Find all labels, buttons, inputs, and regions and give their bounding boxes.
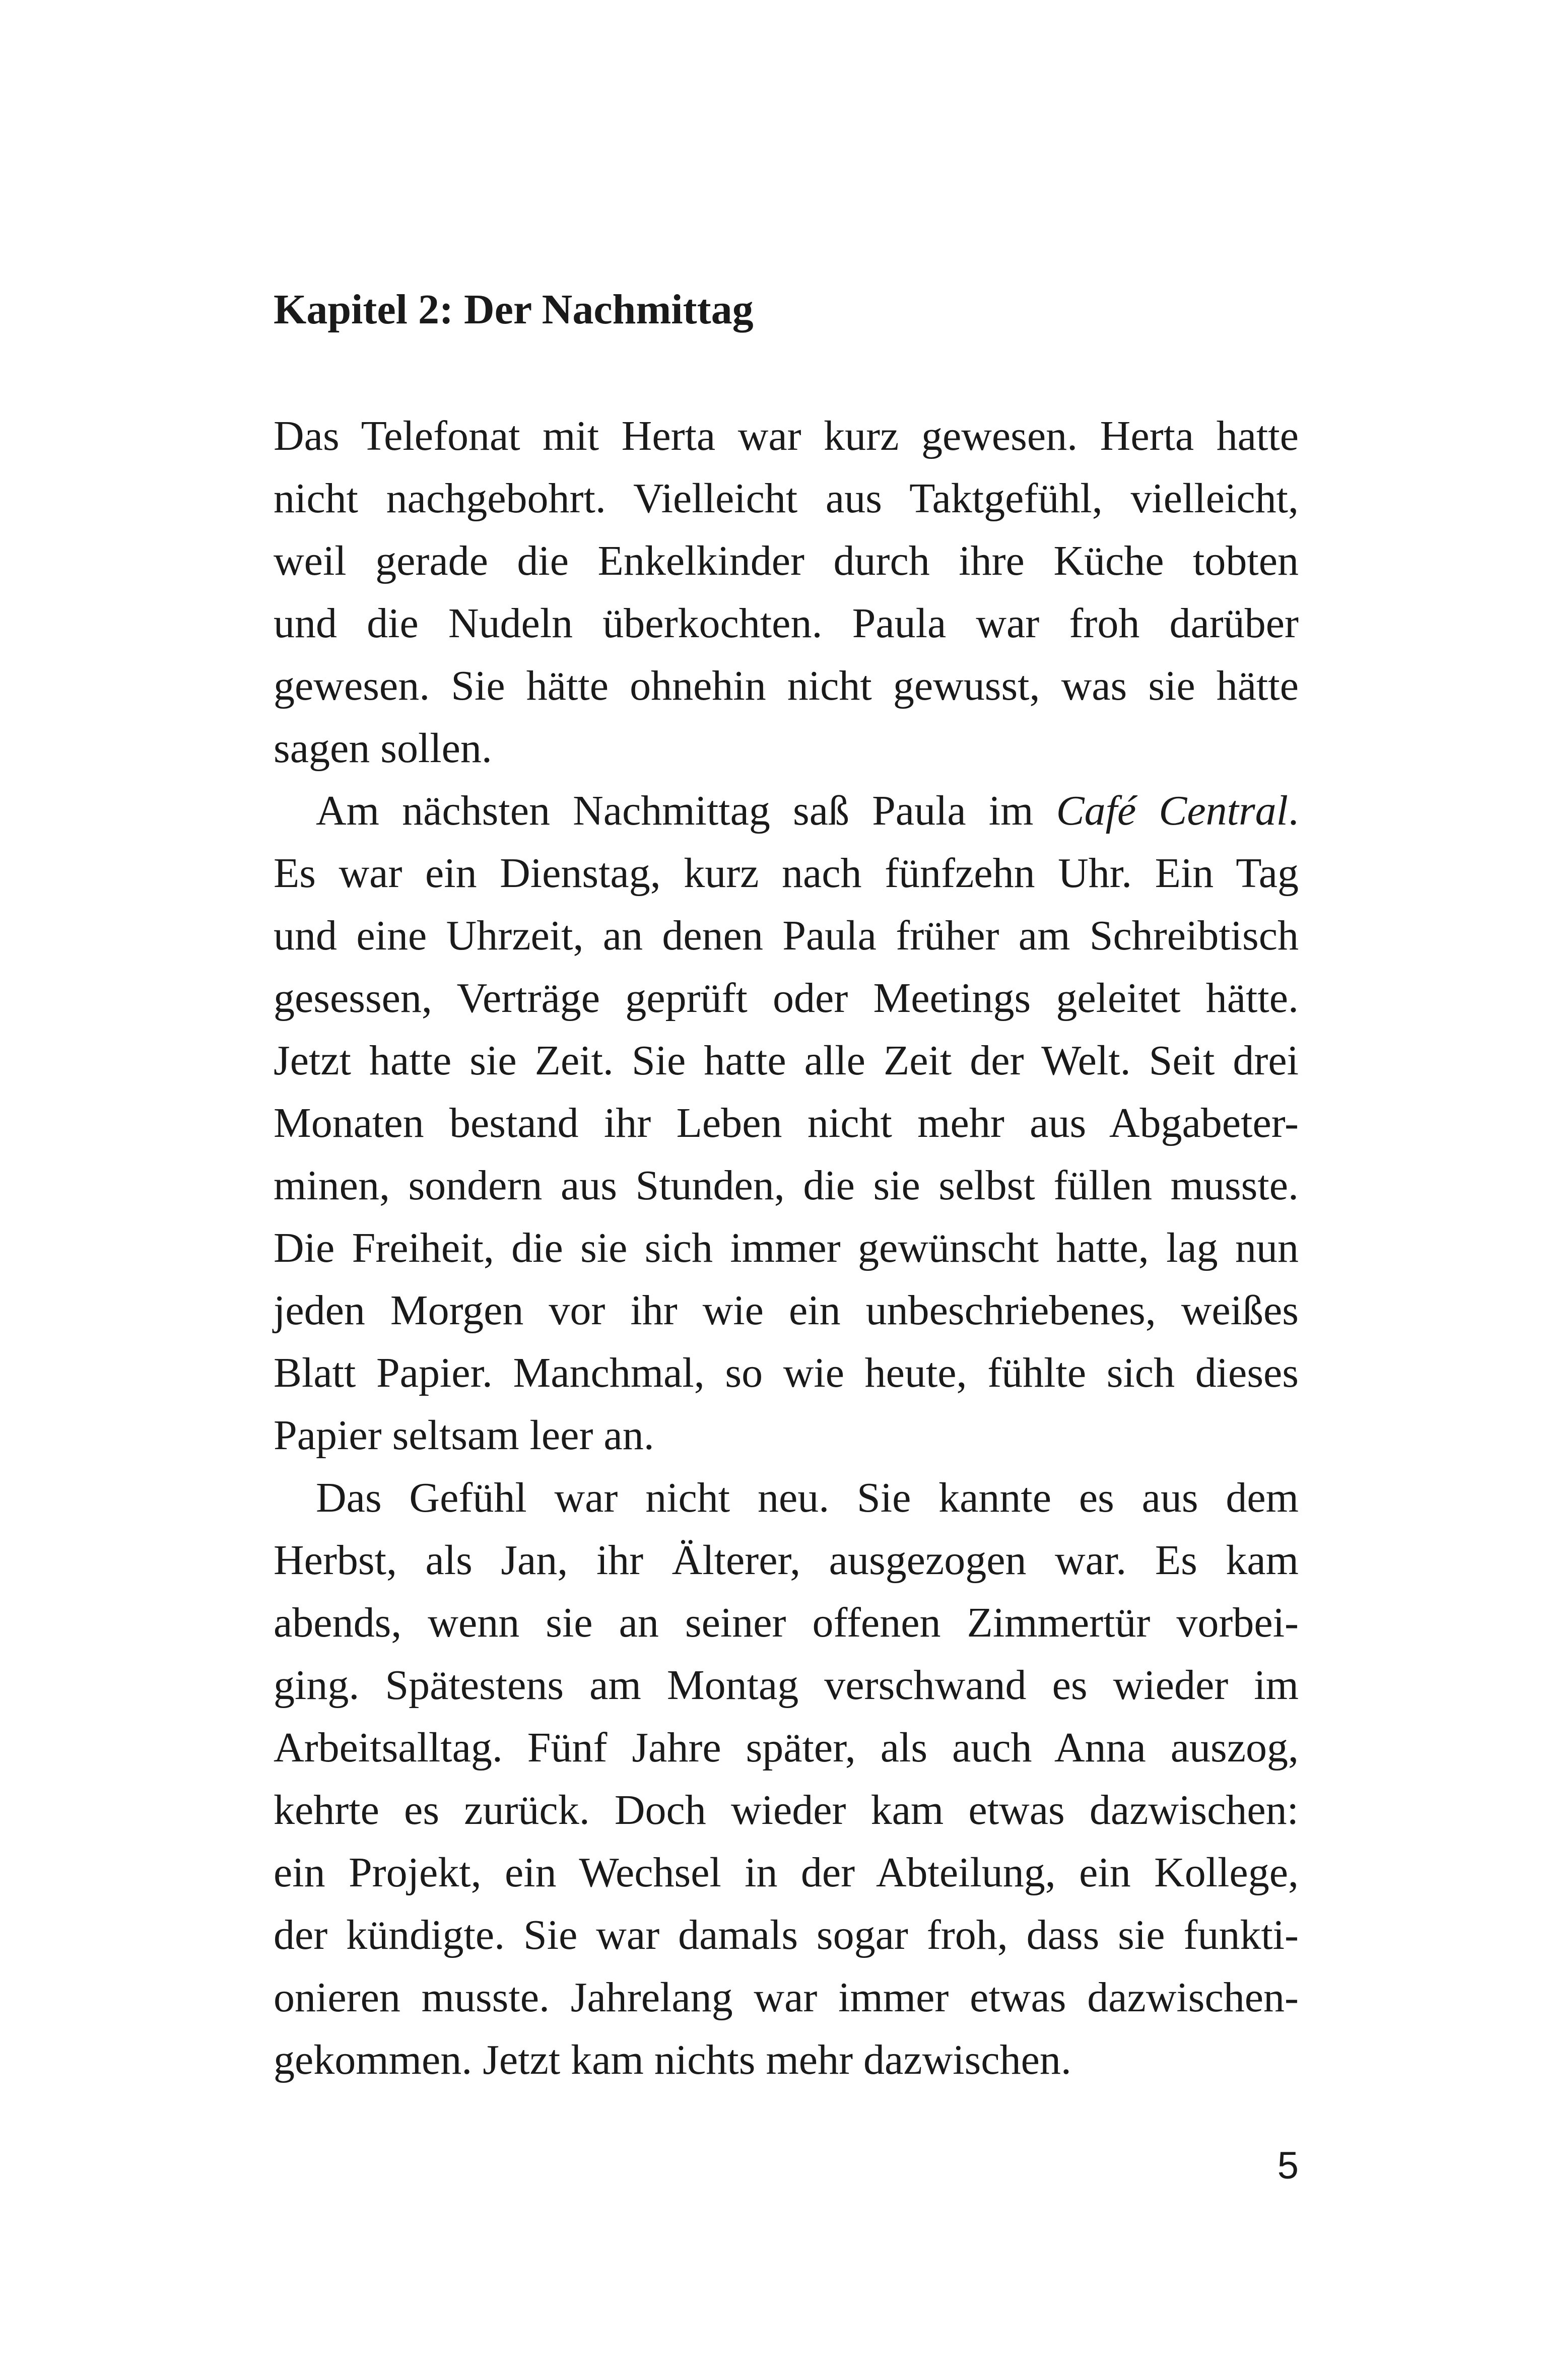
text-segment: kehrte es zurück. Doch wieder kam etwas dazwischen: bbox=[274, 1787, 1299, 1833]
text-segment: onieren musste. Jahrelang war immer etwas dazwischen- bbox=[274, 1974, 1299, 2021]
text-segment: Das Telefonat mit Herta war kurz gewesen. Herta hatte bbox=[274, 413, 1299, 459]
text-segment: gekommen. Jetzt kam nichts mehr dazwischen. bbox=[274, 2036, 1071, 2083]
text-line bbox=[274, 1092, 1299, 1154]
text-line bbox=[274, 717, 1299, 780]
text-line bbox=[274, 1529, 1299, 1592]
text-segment: abends, wenn sie an seiner offenen Zimmertür vorbei- bbox=[274, 1599, 1299, 1646]
text-line bbox=[274, 967, 1299, 1030]
text-segment: Arbeitsalltag. Fünf Jahre später, als auch Anna auszog, bbox=[274, 1724, 1299, 1771]
page-number: 5 bbox=[1277, 2144, 1299, 2187]
body-text bbox=[274, 405, 1299, 2091]
text-line bbox=[274, 905, 1299, 967]
text-segment: Jetzt hatte sie Zeit. Sie hatte alle Zeit der Welt. Seit drei bbox=[274, 1037, 1299, 1084]
text-segment: Papier seltsam leer an. bbox=[274, 1412, 654, 1459]
italic-cafe-name: Café Central bbox=[1056, 787, 1288, 834]
text-segment: weil gerade die Enkelkinder durch ihre Küche tobten bbox=[274, 537, 1299, 584]
text-segment: nicht nachgebohrt. Vielleicht aus Taktgefühl, vielleicht, bbox=[274, 475, 1299, 522]
text-line bbox=[274, 842, 1299, 905]
text-segment: ein Projekt, ein Wechsel in der Abteilung, ein Kollege, bbox=[274, 1849, 1299, 1896]
chapter-title: Kapitel 2: Der Nachmittag bbox=[274, 286, 754, 333]
text-segment: und eine Uhrzeit, an denen Paula früher am Schreibtisch bbox=[274, 912, 1299, 959]
text-line bbox=[274, 592, 1299, 655]
text-line bbox=[274, 1217, 1299, 1279]
text-line bbox=[274, 1592, 1299, 1654]
text-segment: Die Freiheit, die sie sich immer gewünscht hatte, lag nun bbox=[274, 1225, 1299, 1271]
text-line bbox=[274, 655, 1299, 717]
text-line bbox=[274, 467, 1299, 530]
text-line bbox=[274, 1779, 1299, 1842]
text-segment: gewesen. Sie hätte ohnehin nicht gewusst, was sie hätte bbox=[274, 662, 1299, 709]
text-line bbox=[274, 780, 1299, 842]
text-segment: jeden Morgen vor ihr wie ein unbeschriebenes, weißes bbox=[274, 1287, 1299, 1334]
paragraph bbox=[274, 1467, 1299, 2091]
text-line bbox=[274, 2029, 1299, 2091]
text-line bbox=[274, 1279, 1299, 1342]
text-segment: minen, sondern aus Stunden, die sie selbst füllen musste. bbox=[274, 1162, 1299, 1209]
text-segment: Monaten bestand ihr Leben nicht mehr aus Abgabeter- bbox=[274, 1100, 1299, 1146]
text-line bbox=[274, 1654, 1299, 1717]
text-line bbox=[274, 530, 1299, 592]
text-line bbox=[274, 1342, 1299, 1404]
text-segment: Am nächsten Nachmittag saß Paula im bbox=[316, 787, 1056, 834]
text-line bbox=[274, 405, 1299, 467]
text-segment: ging. Spätestens am Montag verschwand es wieder im bbox=[274, 1662, 1299, 1709]
paragraph bbox=[274, 405, 1299, 780]
text-segment: sagen sollen. bbox=[274, 725, 492, 772]
paragraph bbox=[274, 780, 1299, 1467]
text-segment: . bbox=[1288, 787, 1299, 834]
text-line bbox=[274, 1842, 1299, 1904]
text-line bbox=[274, 1030, 1299, 1092]
text-line bbox=[274, 1467, 1299, 1529]
text-segment: gesessen, Verträge geprüft oder Meetings geleitet hätte. bbox=[274, 975, 1299, 1022]
text-segment: und die Nudeln überkochten. Paula war froh darüber bbox=[274, 600, 1299, 647]
text-line bbox=[274, 1717, 1299, 1779]
text-line bbox=[274, 1404, 1299, 1467]
text-segment: Es war ein Dienstag, kurz nach fünfzehn Uhr. Ein Tag bbox=[274, 850, 1299, 897]
text-segment: Das Gefühl war nicht neu. Sie kannte es aus dem bbox=[316, 1474, 1299, 1521]
text-line bbox=[274, 1966, 1299, 2029]
text-segment: Herbst, als Jan, ihr Älterer, ausgezogen war. Es kam bbox=[274, 1537, 1299, 1584]
text-segment: der kündigte. Sie war damals sogar froh, dass sie funkti- bbox=[274, 1912, 1299, 1958]
text-segment: Blatt Papier. Manchmal, so wie heute, fühlte sich dieses bbox=[274, 1349, 1299, 1396]
text-line bbox=[274, 1154, 1299, 1217]
text-line bbox=[274, 1904, 1299, 1966]
